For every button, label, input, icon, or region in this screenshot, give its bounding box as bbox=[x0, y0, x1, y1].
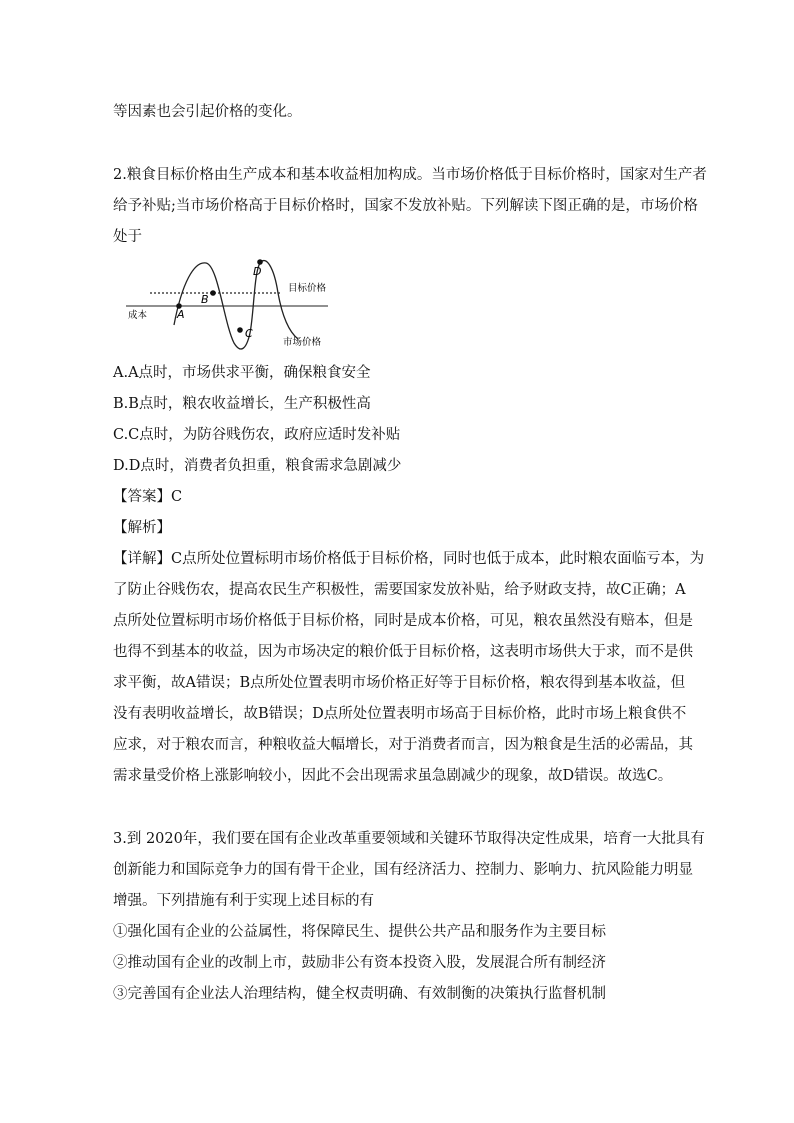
point-b-label: B bbox=[201, 293, 209, 306]
question-3-line-2: 创新能力和国际竞争力的国有骨干企业，国有经济活力、控制力、影响力、抗风险能力明显 bbox=[113, 862, 693, 878]
statement-3: ③完善国有企业法人治理结构，健全权责明确、有效制衡的决策执行监督机制 bbox=[113, 986, 606, 1002]
market-price-curve bbox=[174, 261, 298, 349]
target-price-label: 目标价格 bbox=[288, 283, 327, 294]
option-a: A.A点时，市场供求平衡，确保粮食安全 bbox=[113, 365, 371, 381]
market-price-label: 市场价格 bbox=[283, 337, 322, 348]
detail-line: 没有表明收益增长，故B错误；D点所处位置表明市场高于目标价格，此时市场上粮食供不 bbox=[113, 706, 687, 722]
question-3-line-1: 3.到 2020年，我们要在国有企业改革重要领域和关键环节取得决定性成果，培育一大批具有 bbox=[113, 831, 705, 847]
option-c: C.C点时，为防谷贱伤农，政府应适时发补贴 bbox=[113, 427, 401, 443]
answer-line: 【答案】C bbox=[113, 489, 183, 505]
point-b-marker bbox=[210, 290, 216, 296]
point-c-marker bbox=[237, 327, 243, 333]
option-d: D.D点时，消费者负担重，粮食需求急剧减少 bbox=[113, 458, 402, 474]
detail-line: 点所处位置标明市场价格低于目标价格，同时是成本价格，可见，粮农虽然没有赔本，但是 bbox=[113, 613, 693, 629]
question-2-line-2: 给予补贴;当市场价格高于目标价格时，国家不发放补贴。下列解读下图正确的是，市场价格 bbox=[113, 198, 698, 214]
detail-line: 了防止谷贱伤农，提高农民生产积极性，需要国家发放补贴，给予财政支持，故C正确；A bbox=[113, 582, 686, 598]
cost-label: 成本 bbox=[128, 310, 148, 321]
detail-line: 求平衡，故A错误；B点所处位置表明市场价格正好等于目标价格，粮农得到基本收益，但 bbox=[113, 675, 686, 691]
statement-1: ①强化国有企业的公益属性，将保障民生、提供公共产品和服务作为主要目标 bbox=[113, 924, 606, 940]
point-d-marker bbox=[257, 259, 263, 265]
point-c-label: C bbox=[245, 327, 253, 340]
statement-2: ②推动国有企业的改制上市，鼓励非公有资本投资入股，发展混合所有制经济 bbox=[113, 955, 606, 971]
point-a-label: A bbox=[177, 308, 185, 321]
question-2-line-1: 2.粮食目标价格由生产成本和基本收益相加构成。当市场价格低于目标价格时，国家对生产者 bbox=[113, 167, 707, 183]
analysis-heading: 【解析】 bbox=[113, 520, 171, 536]
point-d-label: D bbox=[253, 265, 262, 278]
question-2-line-3: 处于 bbox=[113, 229, 142, 245]
detail-line: 需求量受价格上涨影响较小，因此不会出现需求虽急剧减少的现象，故D错误。故选C。 bbox=[113, 768, 673, 784]
detail-line: 也得不到基本的收益，因为市场决定的粮价低于目标价格，这表明市场供大于求，而不是供 bbox=[113, 644, 693, 660]
text-line: 等因素也会引起价格的变化。 bbox=[113, 104, 302, 120]
question-3-line-3: 增强。下列措施有利于实现上述目标的有 bbox=[113, 893, 374, 909]
detail-line: 应求，对于粮农而言，种粮收益大幅增长，对于消费者而言，因为粮食是生活的必需品，其 bbox=[113, 737, 693, 753]
detail-line: 【详解】C点所处位置标明市场价格低于目标价格，同时也低于成本，此时粮农面临亏本，为 bbox=[113, 551, 705, 567]
option-b: B.B点时，粮农收益增长，生产积极性高 bbox=[113, 396, 371, 412]
price-figure bbox=[120, 253, 360, 355]
